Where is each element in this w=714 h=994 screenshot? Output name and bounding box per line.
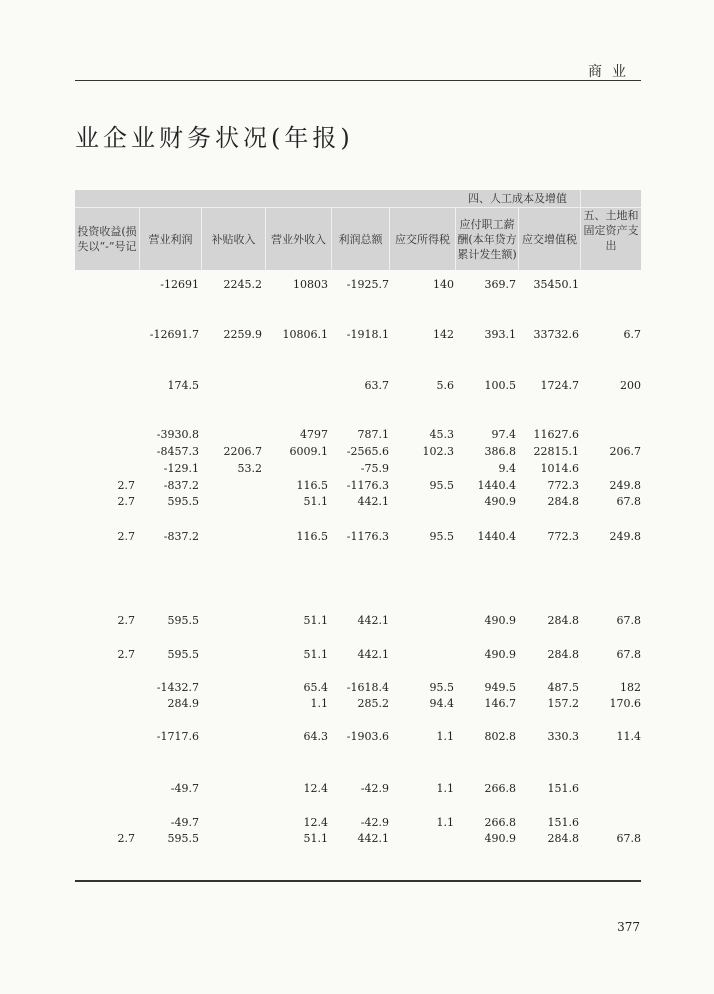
table-cell: 146.7 [484,697,516,710]
table-cell: 2.7 [117,530,135,543]
table-cell: -1925.7 [346,278,389,291]
table-cell: 1440.4 [477,479,516,492]
table-cell: 2245.2 [223,278,262,291]
table-cell: 949.5 [484,681,516,694]
table-cell: -129.1 [163,462,199,475]
table-cell: 393.1 [484,328,516,341]
column-header: 应交增值税 [522,232,577,246]
table-cell: 490.9 [484,614,516,627]
table-cell: 2206.7 [223,445,262,458]
column-header: 投资收益(损失以“-”号记 [77,225,137,253]
table-cell: 12.4 [303,782,328,795]
table-cell: 33732.6 [533,328,579,341]
table-cell: 284.8 [547,495,579,508]
column-header: 补贴收入 [211,232,256,246]
table-cell: 595.5 [167,614,199,627]
table-cell: 490.9 [484,832,516,845]
table-cell: -49.7 [170,816,199,829]
table-cell: 1.1 [436,730,454,743]
table-cell: 102.3 [422,445,454,458]
table-cell: 284.9 [167,697,199,710]
table-cell: 157.2 [547,697,579,710]
table-cell: -1717.6 [156,730,199,743]
table-cell: 6.7 [623,328,641,341]
table-cell: 51.1 [303,648,328,661]
table-cell: 442.1 [357,495,389,508]
table-cell: 151.6 [547,816,579,829]
table-cell: 442.1 [357,614,389,627]
table-cell: 772.3 [547,479,579,492]
table-cell: 442.1 [357,832,389,845]
table-cell: 1440.4 [477,530,516,543]
table-cell: 174.5 [167,379,199,392]
table-cell: 2.7 [117,648,135,661]
table-cell: -12691 [160,278,199,291]
table-cell: -837.2 [163,479,199,492]
table-cell: 53.2 [237,462,262,475]
group-header: 四、人工成本及增值 [468,192,567,205]
table-cell: 1014.6 [540,462,579,475]
table-cell: 142 [433,328,454,341]
column-header: 营业外收入 [271,232,326,246]
table-cell: 63.7 [364,379,389,392]
table-cell: -12691.7 [149,328,199,341]
table-cell: 64.3 [303,730,328,743]
table-cell: -1618.4 [346,681,389,694]
table-cell: 490.9 [484,648,516,661]
section-label: 商业 [588,64,636,80]
table-cell: 200 [620,379,641,392]
table-cell: 67.8 [616,832,641,845]
table-cell: 2.7 [117,614,135,627]
table-cell: 330.3 [547,730,579,743]
table-cell: 10803 [293,278,328,291]
table-cell: -1918.1 [346,328,389,341]
table-cell: 10806.1 [282,328,328,341]
table-cell: -49.7 [170,782,199,795]
table-cell: 35450.1 [533,278,579,291]
table-cell: 22815.1 [533,445,579,458]
column-header: 利润总额 [338,232,383,246]
page-title: 业企业财务状况(年报) [75,124,354,152]
table-cell: 94.4 [429,697,454,710]
table-cell: 95.5 [429,530,454,543]
table-cell: 487.5 [547,681,579,694]
table-cell: 51.1 [303,832,328,845]
table-cell: 2.7 [117,479,135,492]
table-cell: 249.8 [609,530,641,543]
top-rule [75,80,641,81]
table-cell: 12.4 [303,816,328,829]
table-cell: -42.9 [360,816,389,829]
table-cell: 386.8 [484,445,516,458]
table-cell: 151.6 [547,782,579,795]
table-cell: 51.1 [303,614,328,627]
table-cell: 787.1 [357,428,389,441]
table-cell: 65.4 [303,681,328,694]
table-cell: 45.3 [429,428,454,441]
table-cell: 490.9 [484,495,516,508]
table-cell: 5.6 [436,379,454,392]
table-cell: 206.7 [609,445,641,458]
table-cell: 9.4 [498,462,516,475]
table-cell: 116.5 [296,530,328,543]
table-cell: 284.8 [547,832,579,845]
table-cell: 369.7 [484,278,516,291]
table-cell: 284.8 [547,614,579,627]
table-cell: 1.1 [436,782,454,795]
table-cell: 595.5 [167,648,199,661]
table-cell: 6009.1 [289,445,328,458]
table-cell: -8457.3 [156,445,199,458]
table-cell: 140 [433,278,454,291]
table-cell: 95.5 [429,681,454,694]
table-cell: 95.5 [429,479,454,492]
table-cell: 802.8 [484,730,516,743]
table-cell: -1176.3 [346,530,389,543]
table-cell: 1.1 [310,697,328,710]
table-cell: 249.8 [609,479,641,492]
table-cell: 2.7 [117,495,135,508]
table-cell: -42.9 [360,782,389,795]
column-header: 五、土地和固定资产支出 [583,208,639,252]
bottom-rule [75,880,641,882]
table-cell: 170.6 [609,697,641,710]
table-cell: 285.2 [357,697,389,710]
table-cell: 51.1 [303,495,328,508]
table-cell: 595.5 [167,832,199,845]
table-cell: -1903.6 [346,730,389,743]
page-number: 377 [617,920,640,934]
table-cell: 1724.7 [540,379,579,392]
table-cell: 772.3 [547,530,579,543]
column-header: 应交所得税 [395,232,450,246]
table-cell: -3930.8 [156,428,199,441]
table-cell: 11627.6 [533,428,579,441]
table-cell: 182 [620,681,641,694]
table-cell: 266.8 [484,782,516,795]
table-cell: -837.2 [163,530,199,543]
table-cell: 67.8 [616,495,641,508]
table-cell: 67.8 [616,648,641,661]
table-cell: 1.1 [436,816,454,829]
table-cell: 284.8 [547,648,579,661]
table-cell: -1176.3 [346,479,389,492]
table-cell: 595.5 [167,495,199,508]
column-header: 应付职工薪酬(本年贷方累计发生额) [457,217,517,261]
table-cell: -1432.7 [156,681,199,694]
table-cell: 97.4 [491,428,516,441]
table-cell: 116.5 [296,479,328,492]
table-cell: 266.8 [484,816,516,829]
table-cell: 11.4 [616,730,641,743]
table-cell: 2.7 [117,832,135,845]
table-cell: 2259.9 [223,328,262,341]
table-cell: 442.1 [357,648,389,661]
table-cell: -75.9 [360,462,389,475]
table-cell: 4797 [300,428,328,441]
column-header: 营业利润 [148,232,193,246]
table-cell: 100.5 [484,379,516,392]
table-cell: 67.8 [616,614,641,627]
table-cell: -2565.6 [346,445,389,458]
